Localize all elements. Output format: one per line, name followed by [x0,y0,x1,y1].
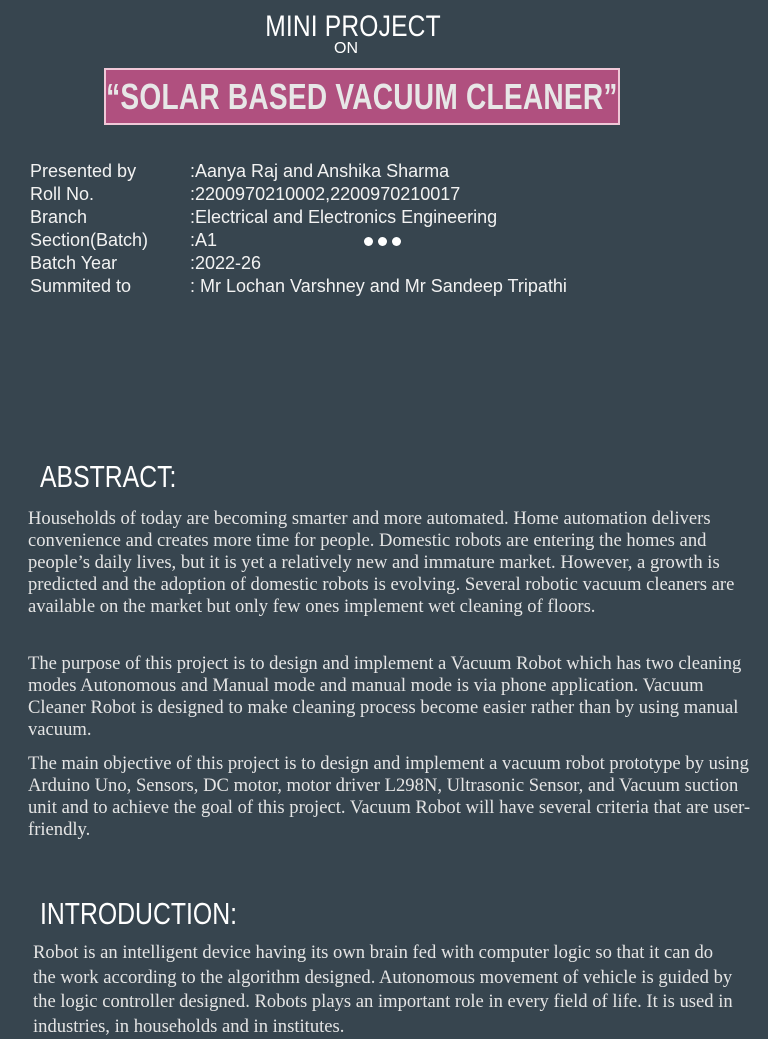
detail-value: :2200970210002,2200970210017 [190,184,461,204]
abstract-heading: ABSTRACT: [40,459,177,494]
detail-label: Summited to [30,276,132,296]
detail-row-submitted-to [30,275,567,298]
detail-label: Presented by [30,161,137,181]
detail-value: :Electrical and Electronics Engineering [190,207,498,227]
detail-value: :2022-26 [190,253,262,273]
detail-label: Roll No. [30,184,95,204]
detail-label: Section(Batch) [30,230,149,250]
introduction-heading: INTRODUCTION: [40,896,238,931]
detail-value: :Aanya Raj and Anshika Sharma [190,161,450,181]
detail-label: Branch [30,207,88,227]
introduction-paragraph: Robot is an intelligent device having its own brain fed with computer logic so that it can do the work according to the algorithm designed. Autonomous movement of vehicle is guided by the logic controller designed. Robots plays an important role in every field of life. It is used in industries, in households and in institutes. [33,942,733,1037]
project-details [30,160,567,298]
abstract-paragraph: The main objective of this project is to design and implement a vacuum robot prototype by using Arduino Uno, Sensors, DC motor, motor driver L298N, Ultrasonic Sensor, and Vacuum suction unit and to achieve the goal of this project. Vacuum Robot will have several criteria that are user-friendly. [28,753,751,840]
detail-value: : Mr Lochan Varshney and Mr Sandeep Tripathi [190,276,567,296]
detail-row-section [30,229,567,252]
detail-row-presented-by [30,160,567,183]
page-subheading: ON [334,40,358,57]
detail-row-batch-year [30,252,567,275]
dot [364,237,373,246]
project-title-box [104,68,620,125]
more-dots-icon[interactable] [364,237,401,246]
project-title: “SOLAR BASED VACUUM CLEANER” [106,75,618,117]
detail-label: Batch Year [30,253,118,273]
abstract-paragraph: Households of today are becoming smarter and more automated. Home automation delivers convenience and creates more time for people. Domestic robots are entering the homes and people’s daily lives, but it is yet a relatively new and immature market. However, a growth is predicted and the adoption of domestic robots is evolving. Several robotic vacuum cleaners are available on the market but only few ones implement wet cleaning of floors. [28,508,735,617]
abstract-paragraph: The purpose of this project is to design and implement a Vacuum Robot which has two cleaning modes Autonomous and Manual mode and manual mode is via phone application. Vacuum Cleaner Robot is designed to make cleaning process become easier rather than by using manual vacuum. [28,653,742,740]
detail-row-branch [30,206,567,229]
page-heading: MINI PROJECT [265,10,441,43]
dot [378,237,387,246]
detail-value: :A1 [190,230,218,250]
detail-row-roll-no [30,183,567,206]
dot [392,237,401,246]
